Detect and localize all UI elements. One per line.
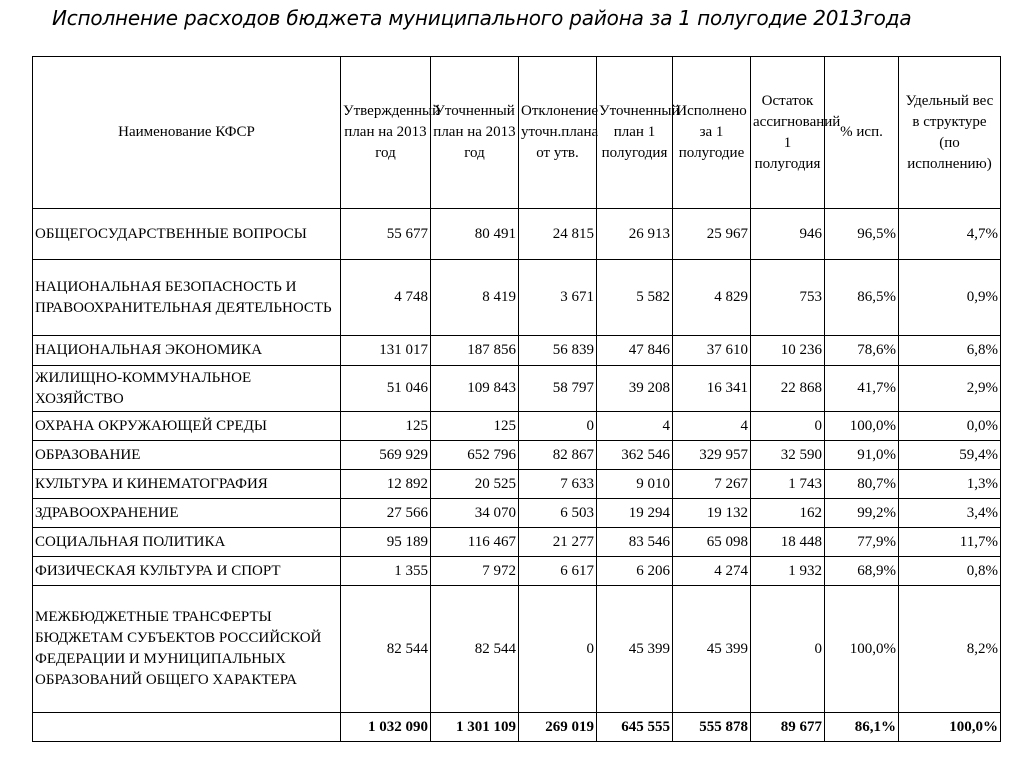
row-name: ЗДРАВООХРАНЕНИЕ [33,499,341,528]
row-value-6: 68,9% [825,557,899,586]
table-row [33,557,1001,586]
table-row [33,586,1001,713]
row-value-4: 4 829 [673,260,751,336]
row-value-4: 37 610 [673,336,751,366]
row-value-1: 34 070 [431,499,519,528]
total-value-4: 555 878 [673,713,751,742]
header-approved-plan: Утвержденный план на 2013 год [341,57,431,209]
table-row [33,412,1001,441]
row-name: ОХРАНА ОКРУЖАЮЩЕЙ СРЕДЫ [33,412,341,441]
row-value-1: 652 796 [431,441,519,470]
row-value-2: 3 671 [519,260,597,336]
row-value-4: 4 274 [673,557,751,586]
row-value-4: 4 [673,412,751,441]
total-value-0: 1 032 090 [341,713,431,742]
total-value-6: 86,1% [825,713,899,742]
row-value-3: 4 [597,412,673,441]
header-share-structure: Удельный вес в структуре (по исполнению) [899,57,1001,209]
row-value-2: 21 277 [519,528,597,557]
row-value-3: 45 399 [597,586,673,713]
header-remaining-h1: Остаток ассигнований 1 полугодия [751,57,825,209]
row-value-2: 0 [519,586,597,713]
row-value-7: 2,9% [899,366,1001,412]
row-value-5: 22 868 [751,366,825,412]
total-value-7: 100,0% [899,713,1001,742]
row-value-3: 19 294 [597,499,673,528]
row-value-2: 82 867 [519,441,597,470]
row-value-1: 187 856 [431,336,519,366]
row-value-0: 131 017 [341,336,431,366]
row-value-2: 6 617 [519,557,597,586]
row-value-3: 362 546 [597,441,673,470]
row-value-5: 1 932 [751,557,825,586]
row-value-0: 569 929 [341,441,431,470]
row-value-7: 6,8% [899,336,1001,366]
row-value-0: 95 189 [341,528,431,557]
header-revised-plan: Уточненный план на 2013 год [431,57,519,209]
row-value-6: 86,5% [825,260,899,336]
row-value-2: 58 797 [519,366,597,412]
row-value-7: 8,2% [899,586,1001,713]
row-value-0: 4 748 [341,260,431,336]
header-row [33,57,1001,209]
row-name: ЖИЛИЩНО-КОММУНАЛЬНОЕ ХОЗЯЙСТВО [33,366,341,412]
row-value-6: 99,2% [825,499,899,528]
row-value-7: 4,7% [899,209,1001,260]
table-row [33,499,1001,528]
row-value-3: 5 582 [597,260,673,336]
page-title: Исполнение расходов бюджета муниципального района за 1 полугодие 2013года [52,6,912,30]
row-name: НАЦИОНАЛЬНАЯ БЕЗОПАСНОСТЬ И ПРАВООХРАНИТЕЛЬНАЯ ДЕЯТЕЛЬНОСТЬ [33,260,341,336]
row-value-2: 6 503 [519,499,597,528]
row-value-6: 91,0% [825,441,899,470]
row-value-6: 100,0% [825,586,899,713]
row-value-4: 329 957 [673,441,751,470]
row-value-6: 100,0% [825,412,899,441]
row-value-3: 39 208 [597,366,673,412]
row-value-6: 77,9% [825,528,899,557]
row-value-0: 1 355 [341,557,431,586]
row-name: МЕЖБЮДЖЕТНЫЕ ТРАНСФЕРТЫ БЮДЖЕТАМ СУБЪЕКТОВ РОССИЙСКОЙ ФЕДЕРАЦИИ И МУНИЦИПАЛЬНЫХ ОБРАЗОВАНИЙ ОБЩЕГО ХАРАКТЕРА [33,586,341,713]
row-value-3: 9 010 [597,470,673,499]
header-percent-executed: % исп. [825,57,899,209]
row-value-0: 12 892 [341,470,431,499]
row-value-0: 51 046 [341,366,431,412]
row-value-4: 16 341 [673,366,751,412]
row-value-5: 18 448 [751,528,825,557]
table-row [33,336,1001,366]
row-value-3: 26 913 [597,209,673,260]
row-value-6: 78,6% [825,336,899,366]
total-value-1: 1 301 109 [431,713,519,742]
row-value-2: 56 839 [519,336,597,366]
table-row [33,441,1001,470]
row-value-1: 125 [431,412,519,441]
table-row [33,366,1001,412]
header-name-kfsr: Наименование КФСР [33,57,341,209]
row-name: ФИЗИЧЕСКАЯ КУЛЬТУРА И СПОРТ [33,557,341,586]
row-name: КУЛЬТУРА И КИНЕМАТОГРАФИЯ [33,470,341,499]
row-value-1: 20 525 [431,470,519,499]
total-value-5: 89 677 [751,713,825,742]
row-value-5: 0 [751,586,825,713]
row-value-6: 41,7% [825,366,899,412]
table-row [33,260,1001,336]
row-value-7: 59,4% [899,441,1001,470]
row-value-0: 27 566 [341,499,431,528]
row-value-7: 11,7% [899,528,1001,557]
header-executed-h1: Исполнено за 1 полугодие [673,57,751,209]
row-value-2: 0 [519,412,597,441]
row-value-5: 32 590 [751,441,825,470]
row-value-4: 25 967 [673,209,751,260]
row-value-5: 946 [751,209,825,260]
row-value-4: 7 267 [673,470,751,499]
total-label [33,713,341,742]
row-name: ОБРАЗОВАНИЕ [33,441,341,470]
table-row [33,470,1001,499]
row-value-0: 125 [341,412,431,441]
budget-table [32,56,1001,742]
row-value-5: 1 743 [751,470,825,499]
row-value-7: 0,0% [899,412,1001,441]
row-value-2: 24 815 [519,209,597,260]
total-value-3: 645 555 [597,713,673,742]
total-value-2: 269 019 [519,713,597,742]
header-deviation: Отклонение уточн.плана от утв. [519,57,597,209]
row-value-4: 19 132 [673,499,751,528]
table-row [33,528,1001,557]
row-value-1: 80 491 [431,209,519,260]
row-value-5: 753 [751,260,825,336]
row-value-7: 0,9% [899,260,1001,336]
row-name: СОЦИАЛЬНАЯ ПОЛИТИКА [33,528,341,557]
row-value-1: 82 544 [431,586,519,713]
table-row [33,209,1001,260]
row-value-4: 45 399 [673,586,751,713]
row-value-1: 116 467 [431,528,519,557]
row-value-4: 65 098 [673,528,751,557]
row-value-2: 7 633 [519,470,597,499]
row-value-7: 1,3% [899,470,1001,499]
row-value-3: 6 206 [597,557,673,586]
row-value-5: 10 236 [751,336,825,366]
row-value-6: 80,7% [825,470,899,499]
row-value-7: 3,4% [899,499,1001,528]
row-name: НАЦИОНАЛЬНАЯ ЭКОНОМИКА [33,336,341,366]
row-value-5: 162 [751,499,825,528]
row-value-6: 96,5% [825,209,899,260]
row-value-0: 82 544 [341,586,431,713]
row-value-3: 83 546 [597,528,673,557]
row-value-1: 8 419 [431,260,519,336]
row-name: ОБЩЕГОСУДАРСТВЕННЫЕ ВОПРОСЫ [33,209,341,260]
row-value-0: 55 677 [341,209,431,260]
total-row [33,713,1001,742]
header-revised-plan-h1: Уточненный план 1 полугодия [597,57,673,209]
row-value-1: 109 843 [431,366,519,412]
row-value-1: 7 972 [431,557,519,586]
row-value-3: 47 846 [597,336,673,366]
row-value-7: 0,8% [899,557,1001,586]
row-value-5: 0 [751,412,825,441]
